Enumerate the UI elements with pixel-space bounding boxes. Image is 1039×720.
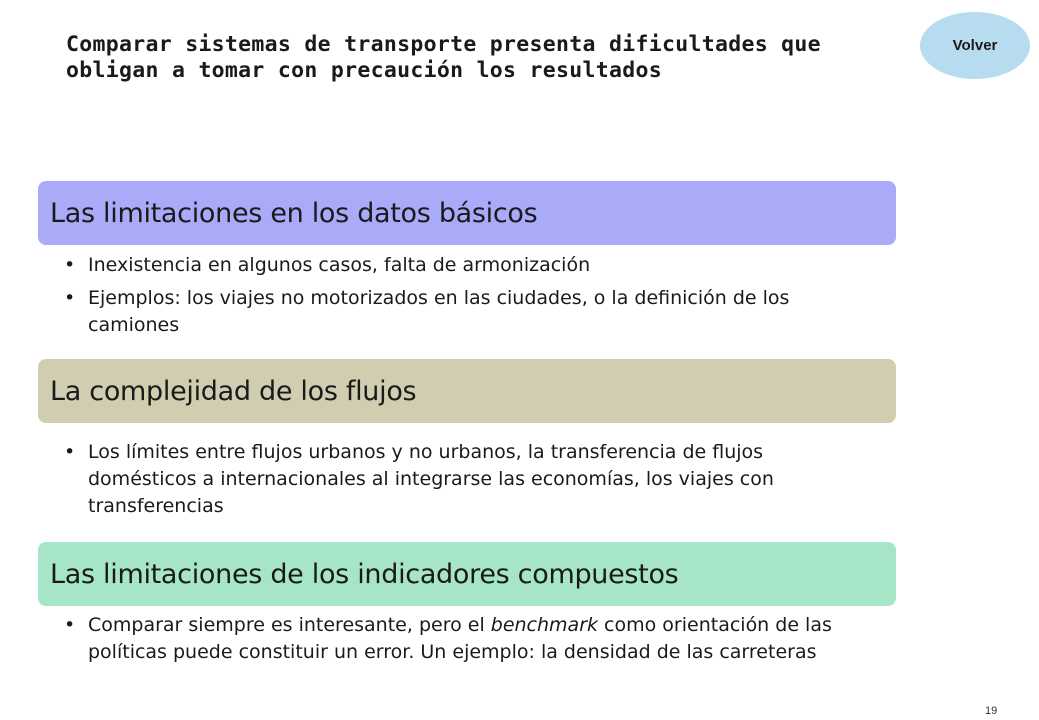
bullet-text: Ejemplos: los viajes no motorizados en las ciudades, o la definición de los camiones bbox=[88, 287, 790, 336]
section-header-datos-basicos: Las limitaciones en los datos básicos bbox=[38, 181, 896, 245]
bullet-text-emphasis: benchmark bbox=[490, 614, 599, 636]
bullet-list-datos-basicos bbox=[62, 252, 862, 345]
slide-title: Comparar sistemas de transporte presenta dificultades que obligan a tomar con precaución los resultados bbox=[66, 32, 821, 83]
section-header-indicadores-compuestos: Las limitaciones de los indicadores compuestos bbox=[38, 542, 896, 606]
list-item bbox=[62, 252, 862, 279]
list-item bbox=[62, 439, 862, 520]
list-item bbox=[62, 612, 862, 666]
bullet-text-before: Comparar siempre es interesante, pero el bbox=[88, 614, 491, 636]
bullet-icon: • bbox=[64, 441, 76, 463]
bullet-icon: • bbox=[64, 287, 76, 309]
bullet-icon: • bbox=[64, 614, 76, 636]
list-item bbox=[62, 285, 862, 339]
bullet-icon: • bbox=[64, 254, 76, 276]
bullet-text: Los límites entre flujos urbanos y no urbanos, la transferencia de flujos domésticos a internacionales al integrarse las economías, los viajes con transferencias bbox=[88, 441, 774, 517]
back-button[interactable]: Volver bbox=[920, 12, 1030, 79]
bullet-list-complejidad-flujos bbox=[62, 439, 862, 526]
page-number: 19 bbox=[985, 705, 998, 717]
section-header-complejidad-flujos: La complejidad de los flujos bbox=[38, 359, 896, 423]
bullet-text: Inexistencia en algunos casos, falta de armonización bbox=[88, 254, 591, 276]
bullet-text-after: como orientación de las políticas puede constituir un error. Un ejemplo: la densidad de las carreteras bbox=[88, 614, 832, 663]
bullet-list-indicadores-compuestos bbox=[62, 612, 862, 672]
